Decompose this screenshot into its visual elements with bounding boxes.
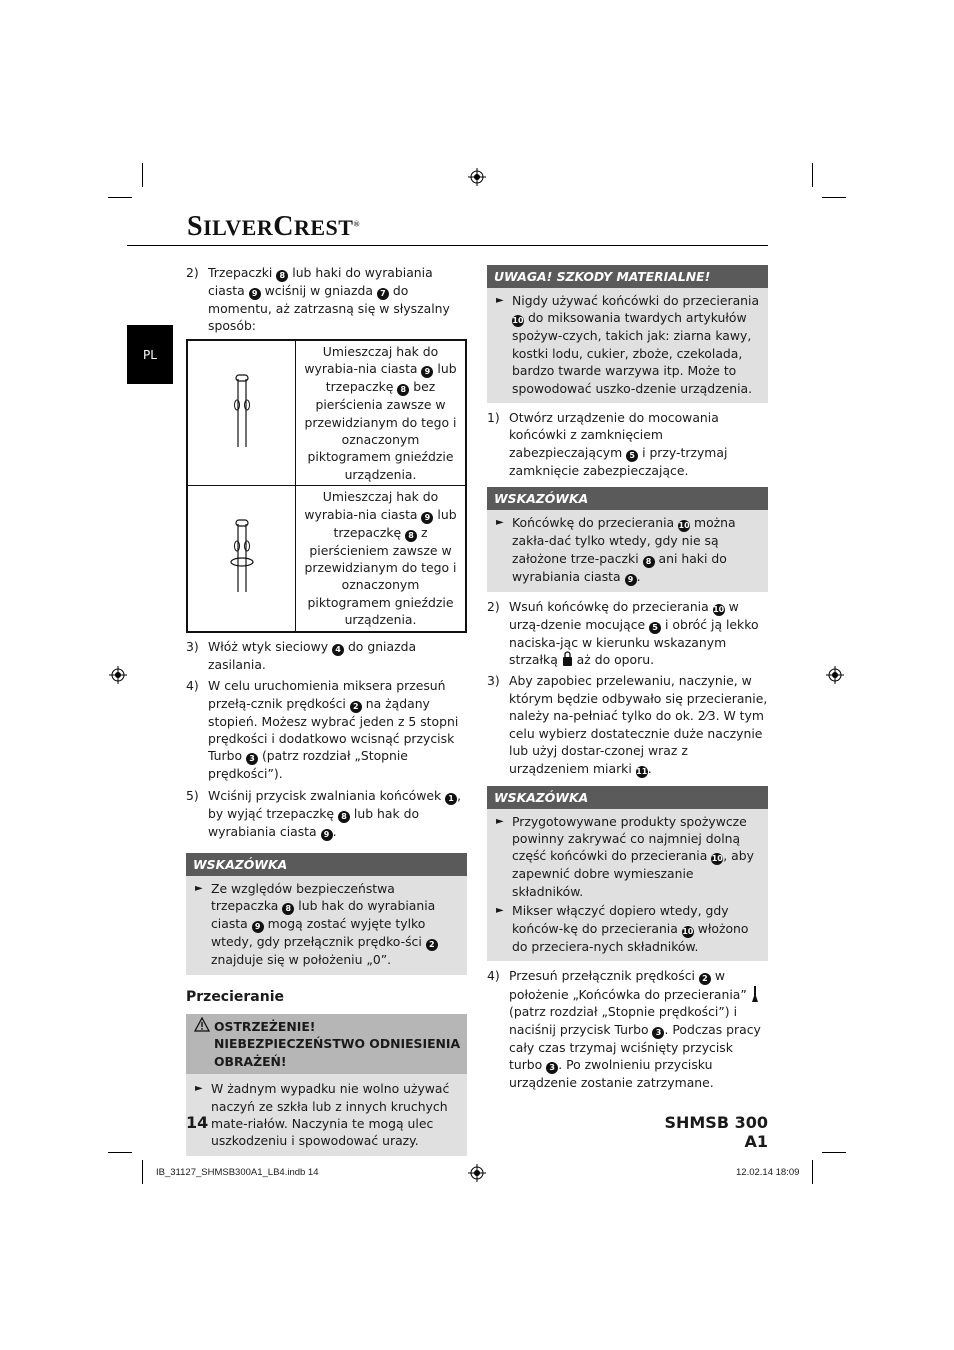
bullet-item	[493, 292, 762, 397]
list-item	[487, 672, 768, 777]
text-segment: .	[636, 568, 641, 584]
registration-mark-icon	[826, 666, 844, 684]
brand-logo	[187, 211, 360, 243]
reference-number: 8	[338, 811, 350, 823]
text-segment: i obróć ją lekko naciska-jąc w kierunku wskazanym strzałką	[509, 616, 759, 668]
table-cell-text	[296, 486, 467, 632]
text-segment: Wciśnij przycisk zwalniania końcówek	[208, 787, 446, 803]
crop-mark	[142, 1160, 143, 1184]
text-segment: ®	[353, 219, 360, 229]
crop-mark	[812, 1160, 813, 1184]
bullet-item	[493, 514, 762, 585]
table-cell-image	[187, 486, 296, 632]
text-segment: W celu uruchomienia miksera przesuń przełą-cznik prędkości	[208, 678, 446, 711]
text-segment: Końcówkę do przecierania	[512, 515, 679, 531]
registration-mark-icon	[468, 1164, 486, 1182]
list-item	[487, 967, 768, 1092]
text-segment: bez pierścienia zawsze w przewidzianym do tego i oznaczonym piktogramem gnieździe urządzenia.	[304, 379, 457, 482]
reference-number: 8	[282, 903, 294, 915]
header-rule	[127, 245, 768, 246]
arrow-bullet-icon: ►	[195, 1083, 203, 1095]
text-segment: lub haki do wyrabiania ciasta	[208, 265, 433, 298]
text-segment: Przesuń przełącznik prędkości	[509, 967, 699, 983]
reference-number: 5	[626, 450, 638, 462]
lock-arrow-icon	[562, 651, 573, 667]
text-segment: do gniazda zasilania.	[208, 638, 417, 672]
attachment-table	[186, 339, 467, 633]
reference-number: 11	[636, 766, 648, 776]
text-segment: ani haki do wyrabiania ciasta	[512, 550, 727, 584]
text-segment: . Po zwolnieniu przycisku urządzenie zostanie zatrzymane.	[509, 1057, 714, 1091]
reference-number: 10	[713, 604, 725, 614]
text-segment: Aby zapobiec przelewaniu, naczynie, w którym będzie odbywało się przecieranie, należy na-pełniać tylko do ok. 2⁄3. W tym celu wybierz dostatecznie duże naczynie lub użyj dostar-czonej wraz z urządzeniem miarki	[509, 673, 768, 776]
text-segment: REST	[293, 215, 354, 240]
arrow-bullet-icon: ►	[496, 517, 504, 529]
text-segment: W żadnym wypadku nie wolno używać naczyń ze szkła lub z innych kruchych mate-riałów. Naczynia te mogą ulec uszkodzeniu i spowodować urazy.	[211, 1081, 450, 1149]
text-segment: Przygotowywane produkty spożywcze powinny zakrywać co najmniej dolną część końcówki do przecierania	[512, 813, 747, 864]
text-segment: Umieszczaj hak do wyrabia-nia ciasta	[304, 343, 439, 377]
note-box	[487, 487, 768, 591]
note-box	[186, 853, 467, 975]
text-segment: w urzą-dzenie mocujące	[509, 598, 739, 632]
list-item	[487, 409, 768, 479]
print-date: 12.02.14 18:09	[736, 1167, 800, 1178]
text-segment: można zakła-dać tylko wtedy, gdy nie są założone trze-paczki	[512, 515, 736, 566]
text-segment: PL	[143, 347, 157, 362]
table-cell-image	[187, 340, 296, 486]
reference-number: 10	[678, 521, 690, 531]
text-segment: Nigdy używać końcówki do przecierania	[512, 293, 760, 308]
registration-mark-icon	[468, 168, 486, 186]
crop-mark	[812, 163, 813, 187]
reference-number: 2	[350, 701, 362, 713]
step-number: 1)	[487, 410, 500, 426]
step-number: 3)	[487, 673, 500, 689]
reference-number: 9	[421, 366, 433, 378]
section-title: Przecieranie	[186, 988, 285, 1005]
reference-number: 5	[649, 622, 661, 634]
text-segment: i przy-trzymaj zamknięcie zabezpieczające.	[509, 444, 728, 478]
reference-number: 8	[643, 556, 655, 568]
text-segment: S	[187, 211, 204, 242]
bullet-item	[493, 813, 762, 901]
left-column	[186, 264, 467, 1162]
caution-title: UWAGA! SZKODY MATERIALNE!	[487, 265, 768, 288]
arrow-bullet-icon: ►	[496, 295, 504, 306]
text-segment: Wsuń końcówkę do przecierania	[509, 598, 713, 614]
warning-triangle-icon	[194, 1017, 210, 1032]
reference-number: 10	[711, 854, 723, 864]
reference-number: 8	[405, 530, 417, 542]
step-number: 5)	[186, 787, 199, 803]
step-number: 2)	[487, 598, 500, 614]
note-box	[487, 786, 768, 961]
text-segment: Ze względów bezpieczeństwa trzepaczka	[211, 880, 395, 914]
step-number: 2)	[186, 265, 199, 280]
text-segment: Trzepaczki	[208, 265, 277, 280]
warning-title	[186, 1014, 467, 1074]
text-segment: mogą zostać wyjęte tylko wtedy, gdy przełącznik prędko-ści	[211, 916, 426, 950]
reference-number: 3	[652, 1027, 664, 1039]
puree-attachment-icon	[751, 985, 759, 1003]
step-number: 4)	[186, 678, 199, 694]
step-number: 4)	[487, 967, 500, 983]
text-segment: . Podczas pracy cały czas trzymaj wciśnięty przycisk turbo	[509, 1021, 761, 1073]
text-segment: lub trzepaczkę	[325, 361, 457, 395]
text-segment: do momentu, aż zatrzasną się w słyszalny sposób:	[208, 283, 450, 334]
arrow-bullet-icon: ►	[195, 882, 203, 894]
reference-number: 2	[699, 973, 711, 985]
hook-with-ring-icon	[222, 516, 262, 596]
reference-number: 9	[421, 512, 433, 524]
warning-box	[186, 1014, 467, 1156]
registration-mark-icon	[109, 666, 127, 684]
note-title: WSKAZÓWKA	[487, 487, 768, 510]
language-tab	[127, 325, 173, 384]
crop-mark	[108, 1152, 132, 1153]
text-segment: (patrz rozdział „Stopnie prędkości”).	[208, 748, 408, 782]
crop-mark	[822, 197, 846, 198]
reference-number: 3	[246, 753, 258, 765]
note-title: WSKAZÓWKA	[186, 853, 467, 876]
reference-number: 4	[332, 644, 344, 656]
list-item	[186, 638, 467, 673]
text-segment: włożono do przeciera-nych składników.	[512, 920, 749, 954]
model-name: SHMSB 300 A1	[664, 1113, 768, 1151]
text-segment: .	[332, 823, 337, 839]
text-segment: na żądany stopień. Możesz wybrać jeden z 5 stopni prędkości i dodatkowo wcisnąć przycisk Turbo	[208, 695, 459, 764]
bullet-item	[192, 1080, 461, 1150]
reference-number: 9	[625, 574, 637, 586]
arrow-bullet-icon: ►	[496, 815, 504, 827]
reference-number: 9	[252, 921, 264, 933]
text-segment: , by wyjąć trzepaczkę	[208, 787, 462, 821]
list-item	[186, 787, 467, 841]
text-segment: lub hak do wyrabiania ciasta	[208, 805, 420, 839]
text-segment: OSTRZEŻENIE! NIEBEZPIECZEŃSTWO ODNIESIENIA OBRAŻEŃ!	[214, 1018, 461, 1069]
bullet-item	[493, 902, 762, 955]
text-segment: .	[647, 760, 652, 776]
reference-number: 10	[682, 926, 694, 936]
reference-number: 8	[276, 270, 288, 282]
text-segment: lub hak do wyrabiania ciasta	[211, 898, 436, 932]
text-segment: ILVER	[203, 215, 274, 240]
table-row	[187, 486, 466, 632]
page-number: 14	[186, 1113, 209, 1132]
reference-number: 7	[377, 288, 389, 300]
list-item	[186, 677, 467, 783]
text-segment: C	[273, 211, 294, 242]
bullet-item	[192, 880, 461, 969]
text-segment: aż do oporu.	[572, 652, 655, 668]
text-segment: z pierścieniem zawsze w przewidzianym do tego i oznaczonym piktogramem gnieździe urządzenia.	[304, 524, 457, 628]
text-segment: Włóż wtyk sieciowy	[208, 638, 332, 654]
table-row	[187, 340, 466, 486]
caution-box	[487, 265, 768, 403]
list-item	[186, 264, 467, 335]
hook-without-ring-icon	[222, 371, 262, 451]
text-segment: Umieszczaj hak do wyrabia-nia ciasta	[304, 489, 439, 522]
crop-mark	[142, 163, 143, 187]
print-file-info: IB_31127_SHMSB300A1_LB4.indb 14	[156, 1167, 319, 1178]
reference-number: 9	[321, 829, 333, 841]
table-cell-text	[296, 340, 467, 486]
reference-number: 2	[426, 939, 438, 951]
crop-mark	[108, 197, 132, 198]
step-number: 3)	[186, 638, 199, 654]
text-segment: do miksowania twardych artykułów spożyw-czych, takich jak: ziarna kawy, kostki lodu, cukier, zboże, czekolada, bardzo twarde warzywa itp. Może to spowodować uszko-dzenie urządzenia.	[512, 310, 753, 396]
text-segment: Otwórz urządzenie do mocowania końcówki z zamknięciem zabezpieczającym	[509, 410, 719, 460]
reference-number: 10	[512, 316, 524, 326]
note-title: WSKAZÓWKA	[487, 786, 768, 809]
right-column	[487, 265, 768, 1096]
text-segment: wciśnij w gniazda	[264, 283, 377, 298]
text-segment: lub trzepaczkę	[333, 506, 457, 540]
reference-number: 8	[397, 384, 409, 396]
text-segment: (patrz rozdział „Stopnie prędkości”) i naciśnij przycisk Turbo	[509, 1004, 738, 1037]
text-segment: Mikser włączyć dopiero wtedy, gdy końców-kę do przecierania	[512, 903, 729, 936]
text-segment: w położenie „Końcówka do przecierania”	[509, 967, 751, 1002]
text-segment: , aby zapewnić dobre wymieszanie składników.	[512, 848, 754, 899]
reference-number: 3	[546, 1062, 558, 1074]
arrow-bullet-icon: ►	[496, 905, 504, 917]
crop-mark	[822, 1152, 846, 1153]
reference-number: 1	[445, 793, 457, 805]
list-item	[487, 598, 768, 669]
reference-number: 9	[249, 288, 261, 300]
text-segment: znajduje się w położeniu „0”.	[211, 952, 392, 968]
